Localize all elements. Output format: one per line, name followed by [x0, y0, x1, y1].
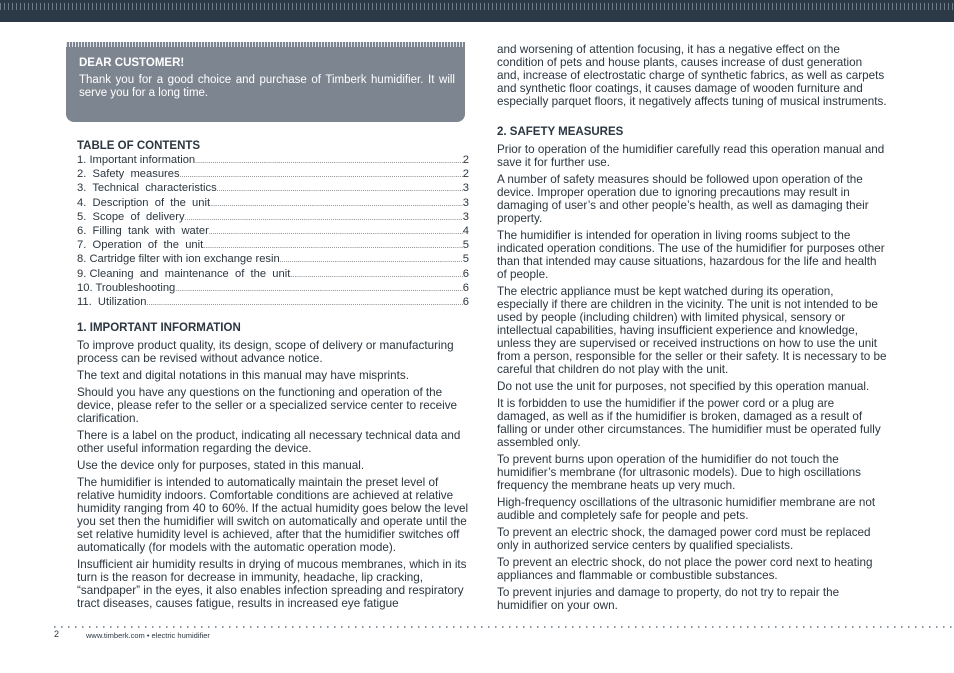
paragraph: To prevent an electric shock, the damaged power cord must be replaced only in authorized service centers by qualified specialists. [497, 526, 871, 552]
toc-item [77, 197, 469, 211]
toc-list [77, 154, 469, 310]
paragraph: High-frequency oscillations of the ultrasonic humidifier membrane are not audible and completely safe for people and pets. [497, 496, 876, 522]
continued-paragraph: and worsening of attention focusing, it has a negative effect on the condition of pets and house plants, causes increase of dust generation and, increase of electrostatic charge of synthetic fabrics, as well as carpets and synthetic floor coatings, it causes damage of wooden furniture and especially parquet floors, it negatively affects tuning of musical instruments. [497, 43, 887, 108]
toc-item-page: 3 [462, 210, 469, 223]
paragraph: Prior to operation of the humidifier carefully read this operation manual and save it for further use. [497, 143, 885, 169]
toc-item-page: 3 [462, 182, 469, 195]
paragraph: Do not use the unit for purposes, not specified by this operation manual. [497, 380, 870, 393]
paragraph: The humidifier is intended for operation in living rooms subject to the indicated operation conditions. The use of the humidifier for purposes other than that intended may cause situations, hazardous for the life and health of people. [497, 229, 885, 281]
toc-item-label: 6. Filling tank with water [77, 225, 209, 238]
paragraph: A number of safety measures should be followed upon operation of the device. Improper operation due to ignoring precautions may result in damaging of user’s and other people’s health, as well as damaging their property. [497, 173, 869, 225]
footer-dotted-rule [54, 626, 954, 628]
toc-item-label: 11. Utilization [77, 296, 147, 309]
table-of-contents [77, 140, 469, 310]
toc-leader-dots [210, 198, 463, 211]
toc-leader-dots [290, 269, 462, 282]
paragraph: The electric appliance must be kept watched during its operation, especially if there are children in the vicinity. The unit is not intended to be used by people (including children) with limited physical, sensory or intellectual capabilities, having insufficient experience and knowledge, unless they are supervised or received instructions on how to use the unit from a person, responsible for the seller or their safety. It is necessary to be careful that children do not play with the unit. [497, 285, 887, 376]
toc-leader-dots [180, 169, 463, 182]
paragraph: The humidifier is intended to automatically maintain the preset level of relative humidity indoors. Comfortable conditions are achieved at relative humidity ranging from 40 to 60%. If the actual humidity goes below the level you set then the humidifier will switch on automatically and operate until the set relative humidity level is achieved, after that the humidifier switches off automatically (for models with the automatic operation mode). [77, 476, 469, 555]
toc-item-label: 1. Important information [77, 154, 196, 166]
toc-leader-dots [175, 283, 462, 296]
toc-item [77, 296, 469, 310]
toc-item [77, 268, 469, 282]
welcome-heading: DEAR CUSTOMER! [79, 57, 185, 69]
paragraph: To improve product quality, its design, scope of delivery or manufacturing process can be revised without advance notice. [77, 339, 454, 366]
paragraph: Should you have any questions on the functioning and operation of the device, please refer to the seller or a specialized service center to receive clarification. [77, 386, 458, 426]
section-1-body [77, 339, 469, 610]
toc-item-page: 5 [462, 253, 469, 266]
toc-item-page: 6 [462, 296, 469, 309]
toc-item-page: 2 [462, 168, 469, 181]
toc-leader-dots [185, 212, 463, 225]
paragraph: To prevent injuries and damage to property, do not try to repair the humidifier on your own. [497, 586, 840, 612]
toc-item-label: 7. Operation of the unit [77, 239, 204, 252]
section-1-heading: 1. IMPORTANT INFORMATION [77, 322, 241, 335]
toc-item-label: 4. Description of the unit [77, 196, 211, 209]
paragraph: Use the device only for purposes, stated in this manual. [77, 459, 365, 473]
toc-leader-dots [280, 254, 463, 267]
paragraph: To prevent an electric shock, do not place the power cord next to heating appliances and flammable or combustible substances. [497, 556, 873, 582]
welcome-tick-pattern [66, 42, 465, 47]
header-tick-pattern [0, 3, 954, 10]
toc-item [77, 154, 469, 168]
toc-item-label: 5. Scope of delivery [77, 210, 185, 223]
page-number: 2 [54, 629, 60, 639]
paragraph: To prevent burns upon operation of the humidifier do not touch the humidifier’s membrane (for ultrasonic models). Due to high oscillations frequency the membrane heats up very much. [497, 453, 861, 492]
toc-item-label: 9. Cleaning and maintenance of the unit [77, 267, 291, 280]
toc-item [77, 239, 469, 253]
toc-item-label: 10. Troubleshooting [77, 281, 176, 294]
toc-item [77, 282, 469, 296]
paragraph: The text and digital notations in this manual may have misprints. [77, 369, 409, 383]
paragraph: It is forbidden to use the humidifier if the power cord or a plug are damaged, as well as if the humidifier is broken, damaged as a result of falling or under other circumstances. The humidifier must be operated fully assembled only. [497, 397, 881, 449]
section-2-heading: 2. SAFETY MEASURES [497, 126, 624, 138]
toc-item-label: 3. Technical characteristics [77, 182, 217, 195]
toc-item-label: 2. Safety measures [77, 168, 180, 181]
top-header-bar [0, 0, 954, 22]
paragraph: There is a label on the product, indicating all necessary technical data and other useful information regarding the device. [77, 429, 461, 456]
toc-item [77, 253, 469, 267]
toc-item-label: 8. Cartridge filter with ion exchange resin [77, 253, 280, 266]
toc-item [77, 225, 469, 239]
welcome-box [66, 42, 465, 122]
footer-site: www.timberk.com • electric humidifier [86, 631, 210, 640]
left-column [77, 140, 469, 614]
toc-item [77, 168, 469, 182]
toc-item-page: 6 [462, 267, 469, 280]
right-column [497, 43, 887, 616]
toc-item-page: 2 [462, 154, 469, 166]
toc-leader-dots [203, 240, 463, 253]
toc-item-page: 5 [462, 239, 469, 252]
toc-item-page: 3 [462, 196, 469, 209]
toc-item-page: 6 [462, 281, 469, 294]
toc-heading: TABLE OF CONTENTS [77, 140, 201, 152]
paragraph: Insufficient air humidity results in drying of mucous membranes, which in its turn is the reason for decrease in immunity, headache, lip cracking, “sandpaper” in the eyes, it also enables infection spreading and respiratory tract diseases, causes fatigue, results in increased eye fatigue [77, 558, 467, 611]
toc-leader-dots [209, 226, 463, 239]
toc-leader-dots [146, 297, 462, 310]
toc-leader-dots [217, 183, 463, 196]
welcome-text: Thank you for a good choice and purchase of Timberk humidifier. It will serve you for a long time. [79, 74, 455, 99]
section-2-body [497, 143, 887, 612]
toc-item [77, 182, 469, 196]
toc-item [77, 211, 469, 225]
toc-item-page: 4 [462, 225, 469, 238]
toc-leader-dots [195, 155, 463, 168]
